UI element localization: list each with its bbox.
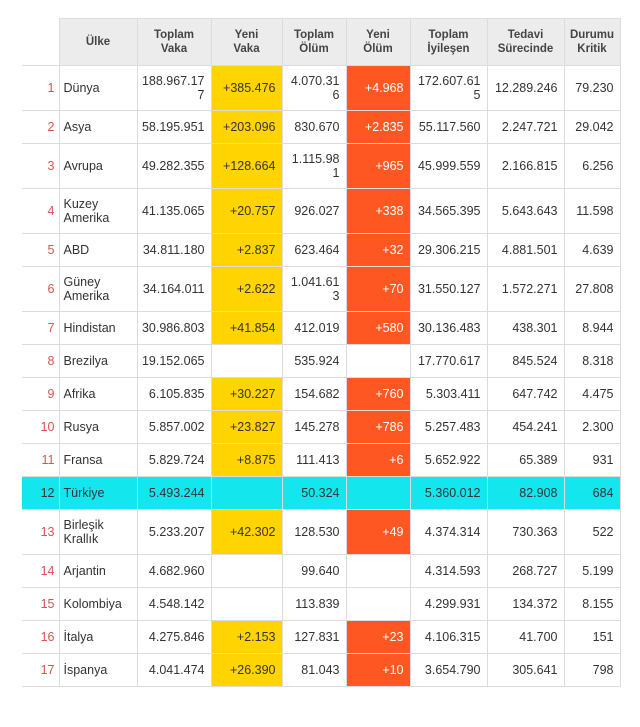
header-critical[interactable]: Durumu Kritik	[564, 19, 620, 66]
rank-cell: 12	[22, 477, 59, 510]
critical-cell: 522	[564, 510, 620, 555]
total-deaths-cell: 127.831	[282, 621, 346, 654]
total-deaths-cell: 1.041.613	[282, 267, 346, 312]
recovered-cell: 45.999.559	[410, 144, 487, 189]
total-cases-cell: 4.548.142	[137, 588, 211, 621]
new-cases-cell	[211, 588, 282, 621]
new-cases-cell	[211, 555, 282, 588]
critical-cell: 151	[564, 621, 620, 654]
new-deaths-cell: +49	[346, 510, 410, 555]
new-deaths-cell	[346, 345, 410, 378]
total-deaths-cell: 535.924	[282, 345, 346, 378]
header-rank	[22, 19, 59, 66]
rank-cell: 6	[22, 267, 59, 312]
rank-cell: 16	[22, 621, 59, 654]
new-cases-cell: +42.302	[211, 510, 282, 555]
new-deaths-cell: +580	[346, 312, 410, 345]
country-cell[interactable]: Afrika	[59, 378, 137, 411]
recovered-cell: 17.770.617	[410, 345, 487, 378]
total-deaths-cell: 412.019	[282, 312, 346, 345]
total-deaths-cell: 154.682	[282, 378, 346, 411]
total-deaths-cell: 623.464	[282, 234, 346, 267]
recovered-cell: 29.306.215	[410, 234, 487, 267]
new-cases-cell: +2.153	[211, 621, 282, 654]
rank-cell: 1	[22, 66, 59, 111]
recovered-cell: 5.360.012	[410, 477, 487, 510]
critical-cell: 79.230	[564, 66, 620, 111]
active-cell: 305.641	[487, 654, 564, 687]
recovered-cell: 34.565.395	[410, 189, 487, 234]
new-deaths-cell: +10	[346, 654, 410, 687]
new-deaths-cell: +965	[346, 144, 410, 189]
rank-cell: 17	[22, 654, 59, 687]
new-deaths-cell: +70	[346, 267, 410, 312]
new-cases-cell: +8.875	[211, 444, 282, 477]
active-cell: 268.727	[487, 555, 564, 588]
active-cell: 2.247.721	[487, 111, 564, 144]
total-deaths-cell: 1.115.981	[282, 144, 346, 189]
rank-cell: 11	[22, 444, 59, 477]
active-cell: 65.389	[487, 444, 564, 477]
critical-cell: 2.300	[564, 411, 620, 444]
country-cell[interactable]: Güney Amerika	[59, 267, 137, 312]
new-cases-cell: +128.664	[211, 144, 282, 189]
total-deaths-cell: 145.278	[282, 411, 346, 444]
header-total-cases[interactable]: Toplam Vaka	[137, 19, 211, 66]
new-deaths-cell: +760	[346, 378, 410, 411]
total-cases-cell: 4.041.474	[137, 654, 211, 687]
table-row[interactable]	[22, 267, 620, 312]
recovered-cell: 30.136.483	[410, 312, 487, 345]
total-deaths-cell: 113.839	[282, 588, 346, 621]
rank-cell: 2	[22, 111, 59, 144]
table-row[interactable]	[22, 312, 620, 345]
recovered-cell: 4.299.931	[410, 588, 487, 621]
critical-cell: 29.042	[564, 111, 620, 144]
country-cell[interactable]: Birleşik Krallık	[59, 510, 137, 555]
new-deaths-cell: +32	[346, 234, 410, 267]
rank-cell: 14	[22, 555, 59, 588]
new-deaths-cell	[346, 477, 410, 510]
country-cell[interactable]: Kuzey Amerika	[59, 189, 137, 234]
active-cell: 2.166.815	[487, 144, 564, 189]
critical-cell: 11.598	[564, 189, 620, 234]
total-deaths-cell: 4.070.316	[282, 66, 346, 111]
recovered-cell: 55.117.560	[410, 111, 487, 144]
rank-cell: 5	[22, 234, 59, 267]
new-cases-cell: +30.227	[211, 378, 282, 411]
recovered-cell: 4.374.314	[410, 510, 487, 555]
new-cases-cell: +385.476	[211, 66, 282, 111]
new-deaths-cell: +338	[346, 189, 410, 234]
country-cell[interactable]: Kolombiya	[59, 588, 137, 621]
recovered-cell: 172.607.615	[410, 66, 487, 111]
rank-cell: 7	[22, 312, 59, 345]
country-cell[interactable]: Asya	[59, 111, 137, 144]
table-row[interactable]	[22, 588, 620, 621]
table-row[interactable]	[22, 411, 620, 444]
country-cell[interactable]: Dünya	[59, 66, 137, 111]
total-cases-cell: 19.152.065	[137, 345, 211, 378]
total-cases-cell: 41.135.065	[137, 189, 211, 234]
table-row[interactable]	[22, 345, 620, 378]
new-cases-cell: +20.757	[211, 189, 282, 234]
critical-cell: 27.808	[564, 267, 620, 312]
country-cell[interactable]: Brezilya	[59, 345, 137, 378]
active-cell: 134.372	[487, 588, 564, 621]
rank-cell: 15	[22, 588, 59, 621]
table-row[interactable]	[22, 66, 620, 111]
total-cases-cell: 5.493.244	[137, 477, 211, 510]
table-row[interactable]	[22, 378, 620, 411]
active-cell: 730.363	[487, 510, 564, 555]
rank-cell: 3	[22, 144, 59, 189]
table-row[interactable]	[22, 477, 620, 510]
new-deaths-cell: +786	[346, 411, 410, 444]
total-cases-cell: 188.967.177	[137, 66, 211, 111]
total-cases-cell: 4.682.960	[137, 555, 211, 588]
new-cases-cell	[211, 345, 282, 378]
total-cases-cell: 6.105.835	[137, 378, 211, 411]
rank-cell: 8	[22, 345, 59, 378]
total-cases-cell: 5.857.002	[137, 411, 211, 444]
critical-cell: 4.639	[564, 234, 620, 267]
active-cell: 845.524	[487, 345, 564, 378]
total-deaths-cell: 99.640	[282, 555, 346, 588]
table-row[interactable]	[22, 555, 620, 588]
country-cell[interactable]: Rusya	[59, 411, 137, 444]
total-deaths-cell: 50.324	[282, 477, 346, 510]
new-cases-cell: +2.837	[211, 234, 282, 267]
total-cases-cell: 4.275.846	[137, 621, 211, 654]
table-row[interactable]	[22, 654, 620, 687]
table-row[interactable]	[22, 621, 620, 654]
new-cases-cell: +2.622	[211, 267, 282, 312]
total-deaths-cell: 128.530	[282, 510, 346, 555]
recovered-cell: 5.257.483	[410, 411, 487, 444]
new-deaths-cell: +23	[346, 621, 410, 654]
country-cell[interactable]: Hindistan	[59, 312, 137, 345]
country-cell[interactable]: İspanya	[59, 654, 137, 687]
recovered-cell: 5.652.922	[410, 444, 487, 477]
recovered-cell: 31.550.127	[410, 267, 487, 312]
country-cell[interactable]: Türkiye	[59, 477, 137, 510]
total-deaths-cell: 830.670	[282, 111, 346, 144]
total-cases-cell: 5.829.724	[137, 444, 211, 477]
header-active[interactable]: Tedavi Sürecinde	[487, 19, 564, 66]
critical-cell: 8.944	[564, 312, 620, 345]
total-deaths-cell: 926.027	[282, 189, 346, 234]
critical-cell: 684	[564, 477, 620, 510]
rank-cell: 4	[22, 189, 59, 234]
header-total-deaths[interactable]: Toplam Ölüm	[282, 19, 346, 66]
new-deaths-cell: +2.835	[346, 111, 410, 144]
active-cell: 5.643.643	[487, 189, 564, 234]
table-row[interactable]	[22, 510, 620, 555]
rank-cell: 10	[22, 411, 59, 444]
critical-cell: 4.475	[564, 378, 620, 411]
new-deaths-cell	[346, 588, 410, 621]
critical-cell: 8.155	[564, 588, 620, 621]
active-cell: 647.742	[487, 378, 564, 411]
recovered-cell: 3.654.790	[410, 654, 487, 687]
country-cell[interactable]: İtalya	[59, 621, 137, 654]
total-deaths-cell: 111.413	[282, 444, 346, 477]
country-cell[interactable]: ABD	[59, 234, 137, 267]
header-new-cases[interactable]: Yeni Vaka	[211, 19, 282, 66]
new-cases-cell: +26.390	[211, 654, 282, 687]
recovered-cell: 5.303.411	[410, 378, 487, 411]
critical-cell: 5.199	[564, 555, 620, 588]
table-row[interactable]	[22, 444, 620, 477]
new-deaths-cell	[346, 555, 410, 588]
page	[0, 18, 640, 727]
critical-cell: 6.256	[564, 144, 620, 189]
new-cases-cell: +203.096	[211, 111, 282, 144]
active-cell: 454.241	[487, 411, 564, 444]
table-row[interactable]	[22, 234, 620, 267]
rank-cell: 13	[22, 510, 59, 555]
new-cases-cell: +23.827	[211, 411, 282, 444]
recovered-cell: 4.106.315	[410, 621, 487, 654]
total-deaths-cell: 81.043	[282, 654, 346, 687]
active-cell: 1.572.271	[487, 267, 564, 312]
header-recovered[interactable]: Toplam İyileşen	[410, 19, 487, 66]
active-cell: 4.881.501	[487, 234, 564, 267]
recovered-cell: 4.314.593	[410, 555, 487, 588]
header-new-deaths[interactable]: Yeni Ölüm	[346, 19, 410, 66]
new-cases-cell: +41.854	[211, 312, 282, 345]
active-cell: 12.289.246	[487, 66, 564, 111]
critical-cell: 8.318	[564, 345, 620, 378]
active-cell: 82.908	[487, 477, 564, 510]
critical-cell: 798	[564, 654, 620, 687]
header-country[interactable]: Ülke	[59, 19, 137, 66]
table-row[interactable]	[22, 189, 620, 234]
country-cell[interactable]: Fransa	[59, 444, 137, 477]
critical-cell: 931	[564, 444, 620, 477]
country-cell[interactable]: Avrupa	[59, 144, 137, 189]
new-deaths-cell: +6	[346, 444, 410, 477]
active-cell: 438.301	[487, 312, 564, 345]
total-cases-cell: 30.986.803	[137, 312, 211, 345]
table-row[interactable]	[22, 144, 620, 189]
country-cell[interactable]: Arjantin	[59, 555, 137, 588]
rank-cell: 9	[22, 378, 59, 411]
total-cases-cell: 5.233.207	[137, 510, 211, 555]
total-cases-cell: 34.811.180	[137, 234, 211, 267]
table-header-row	[22, 19, 620, 66]
table-row[interactable]	[22, 111, 620, 144]
covid-stats-table	[22, 18, 621, 687]
active-cell: 41.700	[487, 621, 564, 654]
new-deaths-cell: +4.968	[346, 66, 410, 111]
new-cases-cell	[211, 477, 282, 510]
total-cases-cell: 34.164.011	[137, 267, 211, 312]
total-cases-cell: 49.282.355	[137, 144, 211, 189]
total-cases-cell: 58.195.951	[137, 111, 211, 144]
